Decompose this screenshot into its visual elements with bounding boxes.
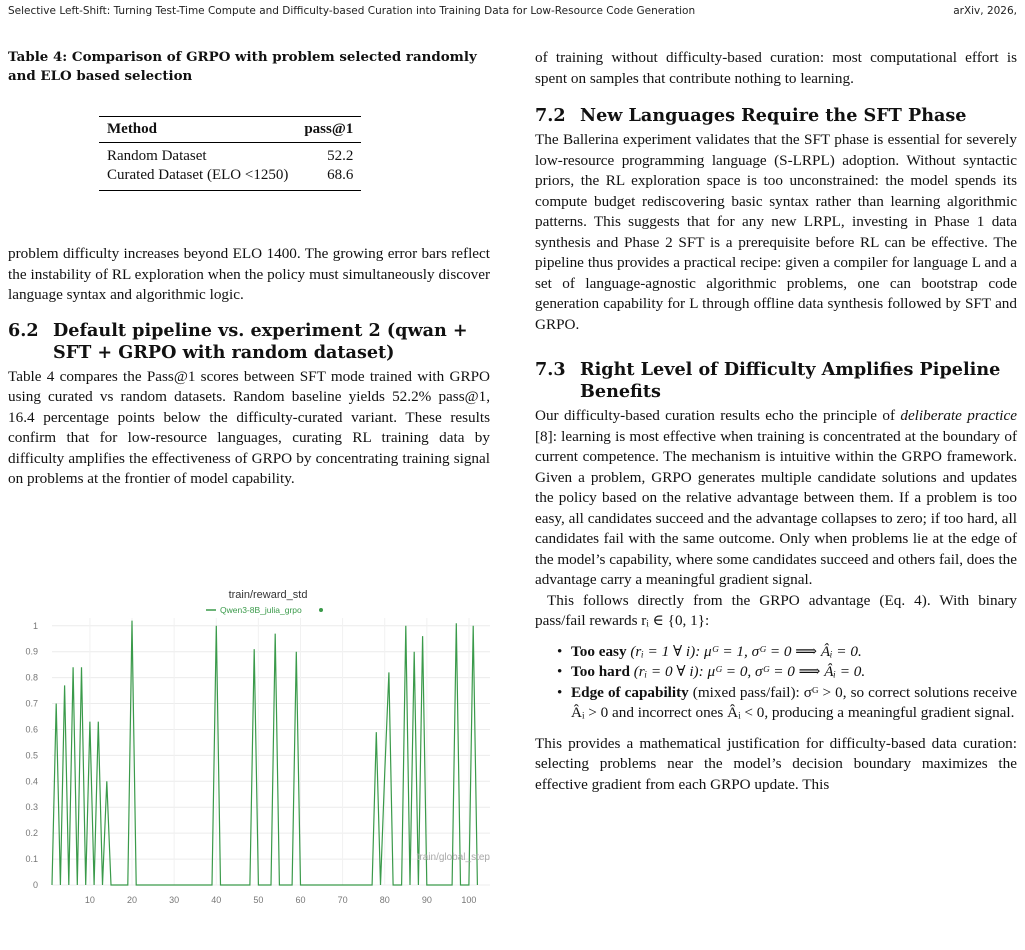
y-tick-label: 0.8 [25,672,38,683]
table-header-row [99,117,361,143]
paragraph-continued: problem difficulty increases beyond ELO 1400. The growing error bars reflect the instability of RL exploration when the policy must simultaneously discover language syntax and algorithmic logic. [8,245,490,303]
x-tick-label: 70 [337,895,348,905]
table-row [99,166,361,191]
section-title: New Languages Require the SFT Phase [580,105,967,126]
section-number: 6.2 [8,319,39,341]
paragraph-7-3-advantage: This follows directly from the GRPO advantage (Eq. 4). With binary pass/fail rewards rᵢ ∈ {0, 1}: [535,591,1017,629]
table-row [99,143,361,167]
x-tick-label: 20 [127,895,138,905]
y-tick-label: 0.5 [25,750,38,761]
bullet-text: (mixed pass/fail): σᴳ > 0, so correct solutions receive Âᵢ > 0 and incorrect ones Âᵢ < 0, producing a meaningful gradient signal. [571,683,1018,721]
bullet-list [557,642,1017,724]
table-header-method: Method [107,121,157,137]
paragraph-7-2: The Ballerina experiment validates that the SFT phase is essential for severely low-resource programming language (S-LRPL) adoption. Without syntactic priors, the RL exploration space is too unconstrained: the model spends its compute budget rediscovering basic syntax rather than learning algorithmic patterns. This suggests that for any new LRPL, investing in Phase 1 data synthesis and Phase 2 SFT is a prerequisite before RL can be effective. The pipeline thus provides a practical recipe: given a compiler for language L and a set of language-agnostic algorithmic problems, one can bootstrap code generation capability for L through offline data synthesis followed by SFT and GRPO. [535,131,1017,333]
table-cell-method: Random Dataset [107,148,207,164]
section-heading-7-2 [535,105,1017,127]
reward-std-chart [8,582,498,912]
table-cell-pass1: 52.2 [327,148,354,164]
y-tick-label: 0.2 [25,828,38,839]
list-item [557,683,1017,724]
paragraph-7-3-start: Our difficulty-based curation results echo the principle of [535,407,896,424]
x-tick-label: 10 [84,895,95,905]
list-item [557,662,1017,683]
section-number: 7.3 [535,359,566,380]
comparison-table [99,116,361,191]
paragraph-7-3 [535,406,1017,591]
left-column [8,48,490,487]
x-tick-label: 80 [379,895,390,905]
y-tick-label: 0.3 [25,802,38,813]
table-cell-method: Curated Dataset (ELO <1250) [107,167,289,183]
emphasis-deliberate-practice: deliberate practice [900,407,1017,424]
y-tick-label: 0.7 [25,698,38,709]
x-tick-label: 50 [253,895,264,905]
paragraph-6-2: Table 4 compares the Pass@1 scores between SFT mode trained with GRPO using curated vs random datasets. Random baseline yields 52.2% pass@1, 16.4 percentage points below the difficulty-curated variant. These results confirm that for low-resource languages, curating RL training data by difficulty amplifies the effectiveness of GRPO by concentrating training signal on problems at the frontier of model capability. [8,367,490,487]
list-item [557,642,1017,663]
paragraph-top: of training without difficulty-based curation: most computational effort is spent on samples that contribute nothing to learning. [535,49,1017,87]
x-tick-label: 60 [295,895,306,905]
chart-svg [8,582,498,912]
section-number: 7.2 [535,105,566,126]
table-caption: Table 4: Comparison of GRPO with problem selected randomly and ELO based selection [8,49,477,84]
y-tick-label: 0.4 [25,776,38,787]
x-tick-label: 90 [421,895,432,905]
chart-series-layer [52,621,477,885]
series-line [52,621,477,885]
chart-legend [206,605,323,615]
running-head-title: Selective Left-Shift: Turning Test-Time Compute and Difficulty-based Curation into Training Data for Low-Resource Code Generation [8,5,696,17]
y-tick-label: 0.9 [25,646,38,657]
running-head [8,5,1017,21]
paragraph-bottom: This provides a mathematical justification for difficulty-based data curation: selecting problems near the model’s decision boundary maximizes the effective gradient from each GRPO update. This [535,734,1017,793]
y-tick-label: 0.1 [25,854,38,865]
section-title: Right Level of Difficulty Amplifies Pipeline Benefits [580,359,1001,402]
x-axis-label: train/global_step [416,852,490,863]
bullet-text: (rᵢ = 0 ∀ i): μᴳ = 0, σᴳ = 0 ⟹ Âᵢ = 0. [629,663,866,680]
section-title: Default pipeline vs. experiment 2 (qwan + SFT + GRPO with random dataset) [53,319,468,363]
x-tick-label: 40 [211,895,222,905]
chart-title: train/reward_std [228,589,308,601]
paragraph-7-3-rest: [8]: learning is most effective when training is concentrated at the boundary of current competence. The mechanism is intuitive within the GRPO framework. Given a problem, GRPO generates multiple candidate solutions and updates the policy based on the relative advantage between them. If a problem is too easy, all candidates succeed and the advantage collapses to zero; if too hard, all candidates fail with the same outcome. Only when problems lie at the edge of the model’s capability, where some candidates succeed and others fail, does the advantage carry a meaningful gradient signal. [535,427,1017,588]
bullet-label: Too hard [571,663,630,680]
bullet-label: Too easy [571,642,627,660]
legend-entry: Qwen3-8B_julia_grpo [220,605,302,615]
bullet-label: Edge of capability [571,683,689,701]
legend-dot-icon [319,608,323,612]
right-column [535,48,1017,795]
y-tick-label: 1 [32,620,38,631]
table-cell-pass1: 68.6 [327,167,354,183]
running-head-venue: arXiv, 2026, [953,5,1017,17]
y-tick-label: 0 [32,880,38,890]
section-heading-6-2 [8,320,490,364]
table-header-pass1: pass@1 [304,121,354,137]
section-heading-7-3 [535,359,1017,403]
x-tick-label: 30 [169,895,180,905]
y-tick-label: 0.6 [25,724,38,735]
bullet-text: (rᵢ = 1 ∀ i): μᴳ = 1, σᴳ = 0 ⟹ Âᵢ = 0. [626,642,862,660]
x-tick-label: 100 [461,895,477,905]
